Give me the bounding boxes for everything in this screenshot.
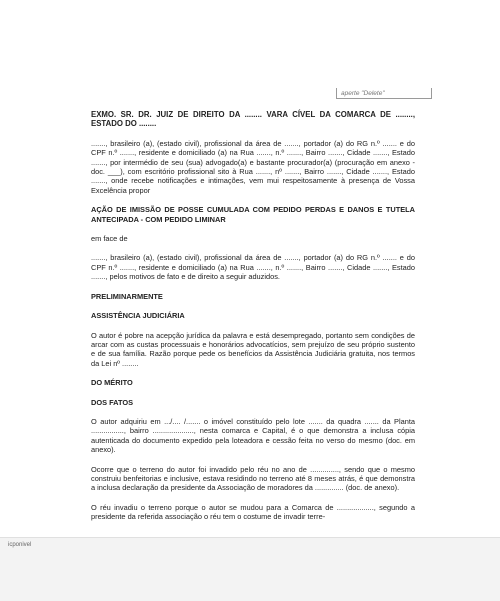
section-assistencia: ASSISTÊNCIA JUDICIÁRIA	[91, 311, 185, 321]
paragraph-assistencia: O autor é pobre na acepção jurídica da palavra e está desempregado, portanto sem condições de arcar com as custas processuais e honorários advocatícios, sem prejuízo de seu próprio sustento e de sua família. Razão porque pede os benefícios da Assistência Judiciária gratuita, nos termos da Lei nº ........	[91, 330, 415, 368]
paragraph-qualificacao-autor: ......., brasileiro (a), (estado civil), profissional da área de ......., portador (a) do RG n.º ....... e do CPF n.º ......., residente e domiciliado (a) na Rua ......., n.º ......., Bairro ......., Cidade ......., Estado ......., por intermédio de seu (sua) advogado(a) e bastante procurador(a) (procuração em anexo - doc. ___), com escritório profissional sito à Rua ......., nº ......., Bairro ......., Cidade ......., Estado ......., onde recebe notificações e intimações, vem mui respeitosamente à presença de Vossa Excelência propor	[91, 138, 415, 195]
paragraph-em-face-de: em face de	[91, 234, 128, 244]
action-title: AÇÃO DE IMISSÃO DE POSSE CUMULADA COM PEDIDO PERDAS E DANOS E TUTELA ANTECIPADA - COM PEDIDO LIMINAR	[91, 205, 415, 224]
paragraph-fatos-2: Ocorre que o terreno do autor foi invadido pelo réu no ano de .............., sendo que o mesmo construiu benfeitorias e inclusive, estava residindo no terreno até 8 meses atrás, é que demonstra a inclusa declaração da presidente da Associação de moradores da .............. (doc. de anexo).	[91, 464, 415, 493]
paragraph-qualificacao-reu: ......., brasileiro (a), (estado civil), profissional da área de ......., portador (a) do RG n.º ....... e do CPF n.º ......., residente e domiciliado (a) na Rua ......., n.º ......., Bairro ......., Cidade ......., Estado ......., pelos motivos de fato e de direito a seguir aduzidos.	[91, 253, 415, 282]
delete-hint: aperte "Delete"	[336, 88, 432, 99]
paragraph-fatos-1: O autor adquiriu em .../.... /....... o imóvel constituído pelo lote ....... da quadra ....... da Planta ................, bairro ...................., nesta comarca e Capital, é o que demonstra a inclusa cópia autenticada do documento expedido pela loteadora e cessão feita no verso do mesmo (doc. em anexo).	[91, 416, 415, 455]
section-preliminarmente: PRELIMINARMENTE	[91, 291, 163, 301]
document-heading: EXMO. SR. DR. JUIZ DE DIREITO DA ........ VARA CÍVEL DA COMARCA DE ........, ESTADO DO ........	[91, 110, 415, 129]
paragraph-fatos-3: O réu invadiu o terreno porque o autor se mudou para a Comarca de .................., segundo a presidente da referida associação o réu tem o costume de invadir terre-	[91, 502, 415, 522]
footer-bar	[0, 537, 500, 601]
section-fatos: DOS FATOS	[91, 397, 134, 407]
document-body	[91, 110, 415, 532]
section-merito: DO MÉRITO	[91, 378, 133, 388]
footer-label: icponivel	[8, 542, 32, 548]
